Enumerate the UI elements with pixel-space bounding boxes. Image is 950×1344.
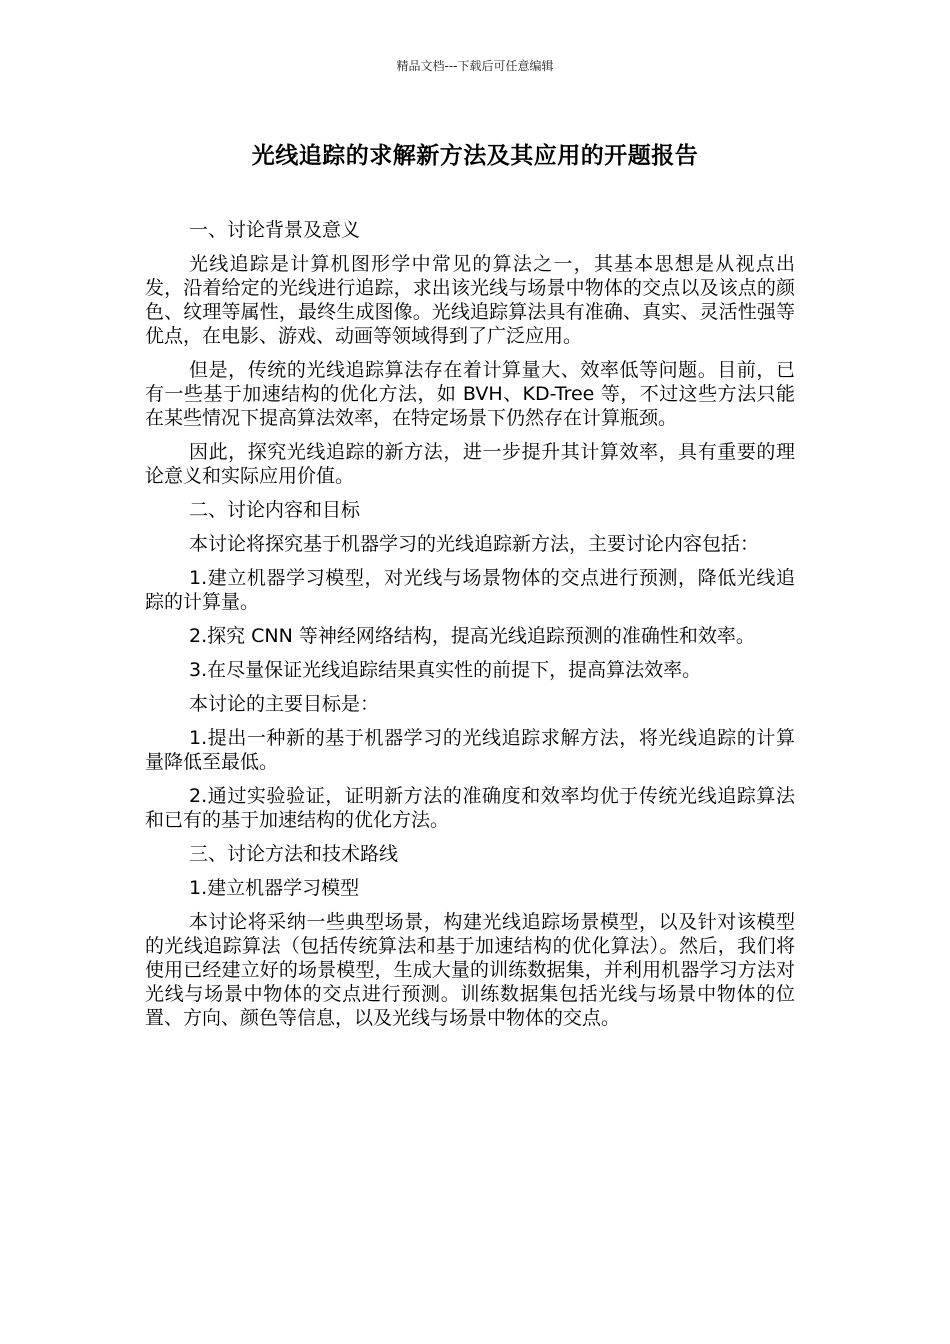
section-heading-background: 一、讨论背景及意义 [189, 219, 361, 241]
paragraph-problem: 但是，传统的光线追踪算法存在着计算量大、效率低等问题。目前，已有一些基于加速结构的优化方法，如 BVH、KD-Tree 等，不过这些方法只能在某些情况下提高算法效率，在特定场景下仍然存在计算瓶颈。 [145, 359, 795, 429]
paragraph-intro: 光线追踪是计算机图形学中常见的算法之一，其基本思想是从视点出发，沿着给定的光线进行追踪，求出该光线与场景中物体的交点以及该点的颜色、纹理等属性，最终生成图像。光线追踪算法具有准确、真实、灵活性强等优点，在电影、游戏、动画等领域得到了广泛应用。 [145, 253, 795, 347]
document-body [145, 218, 795, 1030]
section-heading-content: 二、讨论内容和目标 [189, 499, 361, 521]
header-note: 精品文档---下载后可任意编辑 [396, 59, 554, 73]
paragraph-goals-intro: 本讨论的主要目标是： [189, 693, 380, 715]
list-item-content-1: 1.建立机器学习模型，对光线与场景物体的交点进行预测，降低光线追踪的计算量。 [145, 567, 795, 613]
document-title: 光线追踪的求解新方法及其应用的开题报告 [251, 143, 699, 169]
list-item-content-2: 2.探究 CNN 等神经网络结构，提高光线追踪预测的准确性和效率。 [189, 625, 755, 647]
subsection-heading-model: 1.建立机器学习模型 [189, 877, 360, 899]
list-item-goal-1: 1.提出一种新的基于机器学习的光线追踪求解方法，将光线追踪的计算量降低至最低。 [145, 727, 795, 773]
paragraph-methods: 本讨论将采纳一些典型场景，构建光线追踪场景模型，以及针对该模型的光线追踪算法（包括传统算法和基于加速结构的优化算法）。然后，我们将使用已经建立好的场景模型，生成大量的训练数据集，并利用机器学习方法对光线与场景中物体的交点进行预测。训练数据集包括光线与场景中物体的位置、方向、颜色等信息，以及光线与场景中物体的交点。 [145, 911, 795, 1029]
list-item-goal-2: 2.通过实验验证，证明新方法的准确度和效率均优于传统光线追踪算法和已有的基于加速结构的优化方法。 [145, 785, 795, 831]
section-heading-methods: 三、讨论方法和技术路线 [189, 843, 399, 865]
list-item-content-3: 3.在尽量保证光线追踪结果真实性的前提下，提高算法效率。 [189, 659, 702, 681]
paragraph-significance: 因此，探究光线追踪的新方法，进一步提升其计算效率，具有重要的理论意义和实际应用价值。 [145, 441, 795, 487]
paragraph-content-intro: 本讨论将探究基于机器学习的光线追踪新方法，主要讨论内容包括： [189, 533, 760, 555]
